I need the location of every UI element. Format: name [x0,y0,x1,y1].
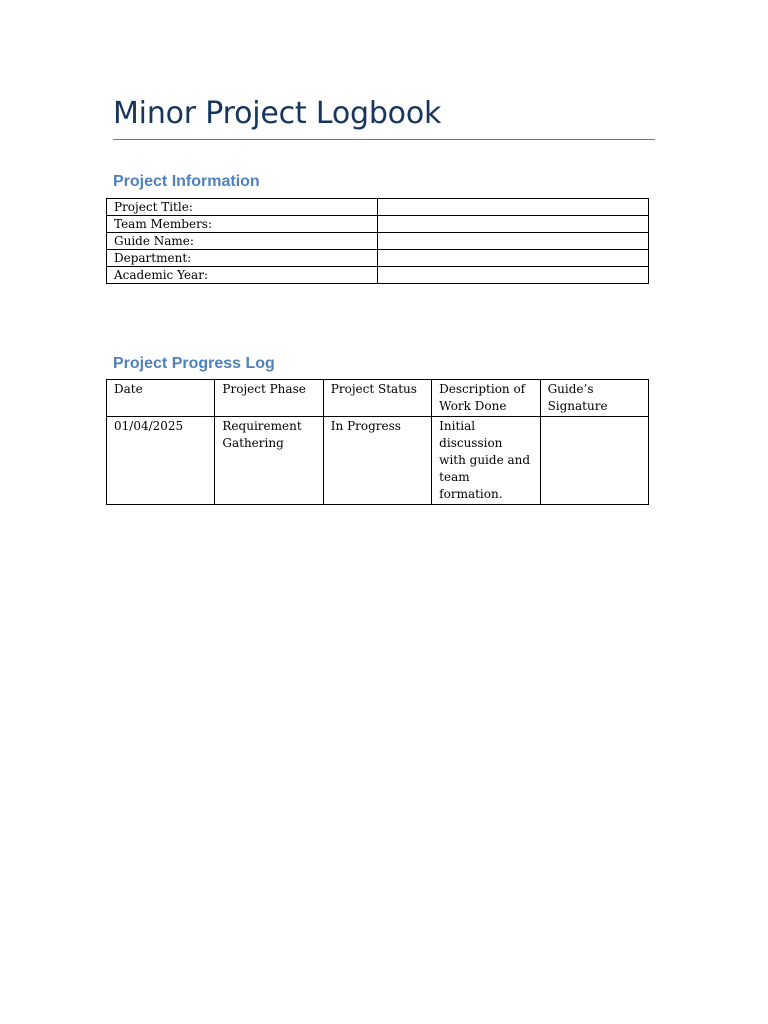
academic-year-label: Academic Year: [107,267,378,284]
project-progress-log-table [106,379,649,505]
document-title: Minor Project Logbook [113,96,442,131]
department-value[interactable] [378,250,649,267]
project-information-table [106,198,649,284]
project-title-value[interactable] [378,199,649,216]
table-row [107,216,649,233]
title-underline [113,139,655,140]
column-header-description: Description of Work Done [432,380,540,417]
project-information-heading: Project Information [113,173,260,190]
guide-name-value[interactable] [378,233,649,250]
table-row [107,233,649,250]
log-status-cell: In Progress [323,417,431,505]
academic-year-value[interactable] [378,267,649,284]
log-description-cell: Initial discussion with guide and team formation. [432,417,540,505]
log-phase-cell: Requirement Gathering [215,417,323,505]
team-members-label: Team Members: [107,216,378,233]
department-label: Department: [107,250,378,267]
column-header-guide-signature: Guide’s Signature [540,380,648,417]
column-header-project-phase: Project Phase [215,380,323,417]
column-header-project-status: Project Status [323,380,431,417]
project-title-label: Project Title: [107,199,378,216]
project-progress-log-heading: Project Progress Log [113,355,275,372]
table-row [107,267,649,284]
table-row [107,250,649,267]
guide-name-label: Guide Name: [107,233,378,250]
table-row [107,417,649,505]
table-header-row [107,380,649,417]
team-members-value[interactable] [378,216,649,233]
column-header-date: Date [107,380,215,417]
table-row [107,199,649,216]
log-signature-cell[interactable] [540,417,648,505]
log-date-cell: 01/04/2025 [107,417,215,505]
